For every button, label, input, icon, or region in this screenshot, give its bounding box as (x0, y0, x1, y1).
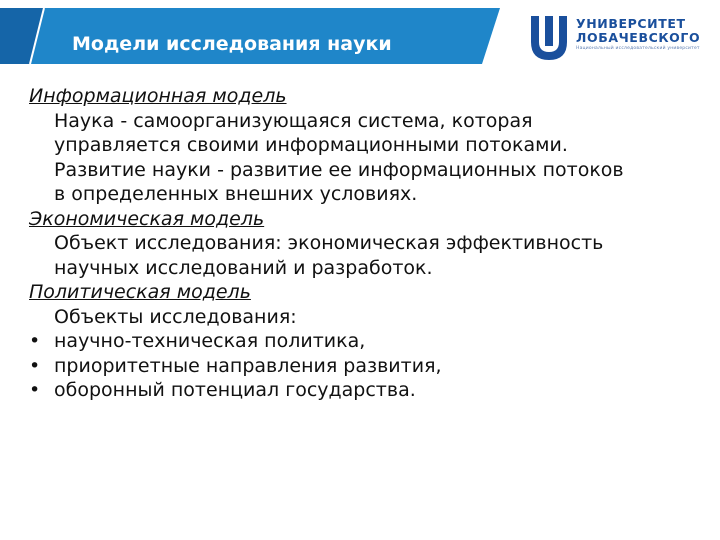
section-heading-economic: Экономическая модель (29, 207, 265, 230)
slide-header (0, 0, 720, 78)
logo-line-2: ЛОБАЧЕВСКОГО (576, 30, 701, 45)
list-item (29, 329, 699, 354)
section-text-line: Объект исследования: экономическая эффективность (54, 232, 604, 254)
section-text-line: Наука - самоорганизующаяся система, которая (54, 109, 533, 132)
bullet-list (29, 329, 699, 403)
university-logo (527, 12, 707, 62)
logo-line-1: УНИВЕРСИТЕТ (576, 16, 686, 31)
university-emblem-icon (527, 12, 571, 62)
list-item (29, 378, 699, 403)
section-text-line: Объекты исследования: (54, 305, 297, 328)
title-banner (0, 8, 500, 64)
list-item (29, 354, 699, 379)
section-text-line: в определенных внешних условиях. (54, 183, 418, 205)
bullet-icon: • (29, 330, 41, 352)
bullet-icon: • (29, 379, 41, 401)
section-heading-political: Политическая модель (29, 281, 251, 303)
list-item-text: оборонный потенциал государства. (54, 379, 416, 401)
section-text-line: научных исследований и разработок. (54, 256, 433, 279)
list-item-text: приоритетные направления развития, (54, 354, 442, 377)
slide-content (29, 84, 699, 403)
logo-subline: Национальный исследовательский университет (576, 46, 700, 51)
bullet-icon: • (29, 354, 41, 377)
section-heading-informational: Информационная модель (29, 85, 287, 107)
section-text-line: Развитие науки - развитие ее информационных потоков (54, 158, 624, 181)
section-text-line: управляется своими информационными потоками. (54, 134, 568, 156)
slide-title: Модели исследования науки (72, 33, 392, 55)
list-item-text: научно-техническая политика, (54, 330, 366, 352)
